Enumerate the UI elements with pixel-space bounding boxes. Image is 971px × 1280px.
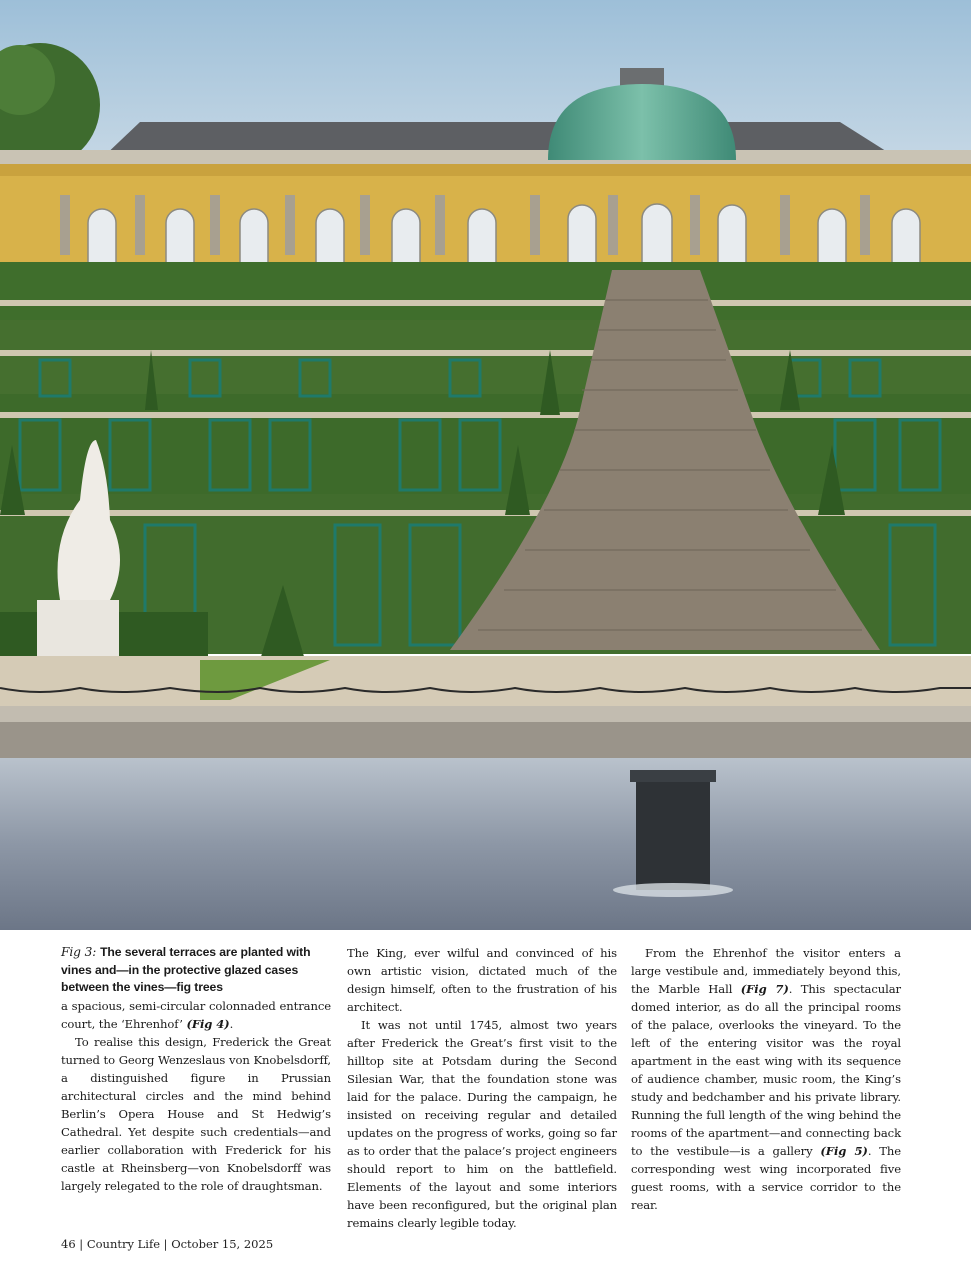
- col3-paragraph-1: From the Ehrenhof the visitor enters a large vestibule and, immediately beyond this, the Marble Hall (Fig 7). This spectacular domed interior, as do all the principal rooms of the palace, overlooks the vineyard. To the left of the entering visitor was the royal apartment in the east wing with its sequence of audience chamber, music room, the King’s study and bedchamber and his private library. Running the full length of the wing behind the rooms of the apartment—and connecting back to the vestibule—is a gallery (Fig 5). The corresponding west wing incorporated five guest rooms, with a service corridor to the rear.: [631, 946, 902, 1212]
- fig-ref: (Fig 7): [740, 982, 789, 996]
- caption-fig-label: Fig 3:: [61, 945, 97, 959]
- text-column-1: [61, 944, 331, 1195]
- figure-caption: [61, 944, 331, 997]
- col1-paragraph-1: a spacious, semi-circular colonnaded entrance court, the ‘Ehrenhof’ (Fig 4).: [61, 998, 331, 1031]
- caption-text: The several terraces are planted with vines and—in the protective glazed cases between the vines—fig trees: [61, 945, 311, 994]
- col1-paragraph-2: To realise this design, Frederick the Great turned to Georg Wenzeslaus von Knobelsdorff, a distinguished figure in Prussian architectural circles and the mind behind Berlin’s Opera House and St Hedwig’s Cathedral. Yet despite such credentials—and earlier collaboration with Frederick for his castle at Rheinsberg—von Knobelsdorff was largely relegated to the role of draughtsman.: [61, 1034, 331, 1193]
- col2-paragraph-1: The King, ever wilful and convinced of his own artistic vision, dictated much of the design himself, often to the frustration of his architect.: [347, 946, 617, 1014]
- fountain-post: [636, 775, 710, 890]
- text-column-2: [347, 944, 617, 1232]
- page-folio: 46 | Country Life | October 15, 2025: [61, 1237, 274, 1251]
- pond-water: [0, 758, 971, 930]
- fig-ref: (Fig 4): [186, 1016, 230, 1031]
- text-column-3: [631, 944, 901, 1214]
- col2-paragraph-2: It was not until 1745, almost two years after Frederick the Great’s first visit to the hilltop site at Potsdam during the Second Silesian War, that the foundation stone was laid for the palace. During the campaign, he insisted on receiving regular and detailed updates on the progress of works, going so far as to order that the palace’s project engineers should report to him on the battlefield. Elements of the layout and some interiors have been reconfigured, but the original plan remains clearly legible today.: [347, 1018, 617, 1230]
- fig-ref: (Fig 5): [820, 1144, 868, 1158]
